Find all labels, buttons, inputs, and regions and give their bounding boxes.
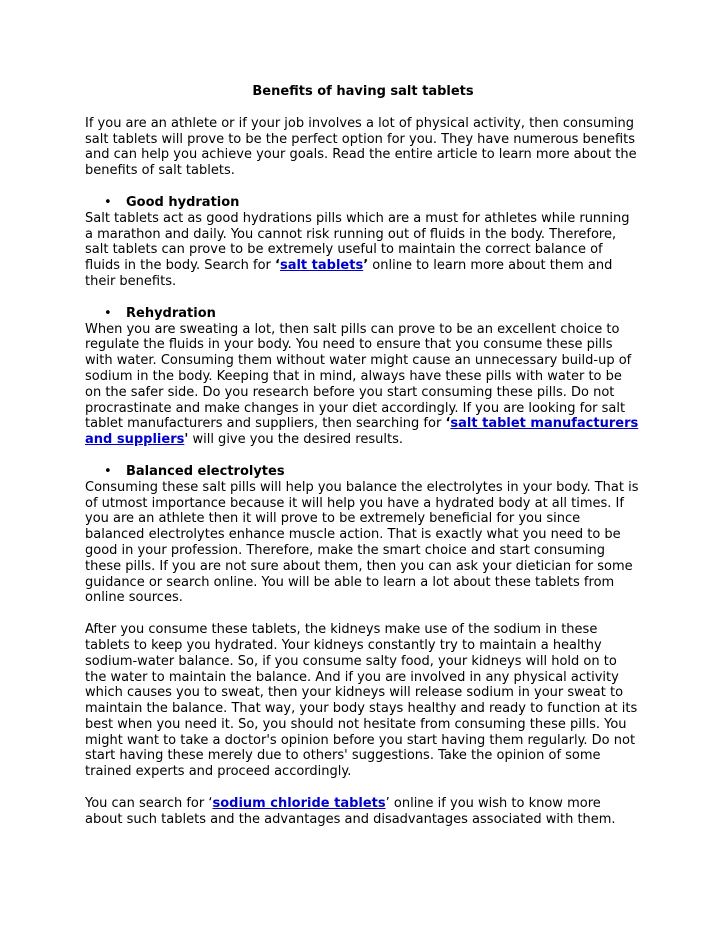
kidneys-paragraph: After you consume these tablets, the kidneys make use of the sodium in these tablets to keep you hydrated. Your kidneys constantly try to maintain a healthy sodium-water balance. So, if you consume salty food, your kidneys will hold on to the water to maintain the balance. And if you are involved in any physical activity which causes you to sweat, then your kidneys will release sodium in your sweat to maintain the balance. That way, your body stays healthy and ready to function at its best when you need it. So, you should not hesitate from consuming these pills. You might want to take a doctor's opinion before you start having them regularly. Do not start having these merely due to others' suggestions. Take the opinion of some trained experts and proceed accordingly. bbox=[85, 622, 638, 780]
hydration-text-after: online to learn more about them and their benefits. bbox=[85, 258, 613, 289]
rehydration-text-after: will give you the desired results. bbox=[188, 432, 403, 448]
hydration-quote-close: ’ bbox=[363, 258, 369, 274]
section-electrolytes-list bbox=[85, 464, 641, 480]
section-heading-good-hydration: • Good hydration bbox=[85, 195, 641, 211]
hydration-text-before: Salt tablets act as good hydrations pills which are a must for athletes while running a marathon and daily. You cannot risk running out of fluids in the body. Therefore, salt tablets can prove to be extremely useful to maintain the correct balance of fluids in the body. Search for bbox=[85, 210, 630, 274]
section-heading-balanced-electrolytes: • Balanced electrolytes bbox=[85, 464, 641, 480]
sodium-chloride-tablets-link[interactable]: sodium chloride tablets bbox=[212, 796, 386, 812]
section-heading-rehydration: • Rehydration bbox=[85, 306, 641, 322]
section-rehydration-body bbox=[85, 322, 641, 448]
document-page bbox=[85, 84, 641, 828]
intro-paragraph: If you are an athlete or if your job involves a lot of physical activity, then consuming salt tablets will prove to be the perfect option for you. They have numerous benefits and can help you achieve your goals. Read the entire article to learn more about the benefits of salt tablets. bbox=[85, 115, 637, 179]
document-title: Benefits of having salt tablets bbox=[252, 84, 474, 99]
rehydration-quote-close: ' bbox=[184, 432, 189, 448]
section-electrolytes-body: Consuming these salt pills will help you balance the electrolytes in your body. That is of utmost importance because it will help you have a hydrated body at all times. If you are an athlete then it will prove to be extremely beneficial for you since balanced electrolytes enhance muscle action. That is exactly what you need to be good in your profession. Therefore, make the smart choice and start consuming these pills. If you are not sure about them, then you can ask your dietician for some guidance or search online. You will be able to learn a lot about these tablets from online sources. bbox=[85, 479, 639, 606]
rehydration-text-before: When you are sweating a lot, then salt pills can prove to be an excellent choice to regulate the fluids in your body. You need to ensure that you consume these pills with water. Consuming them without water might cause an unnecessary build-up of sodium in the body. Keeping that in mind, always have these pills with water to be on the safer side. Do you research before you start consuming these pills. Do not procrastinate and make changes in your diet accordingly. If you are looking for salt tablet manufacturers and suppliers, then searching for bbox=[85, 321, 632, 432]
section-good-hydration-body bbox=[85, 211, 641, 290]
rehydration-quote-open: ‘ bbox=[445, 416, 451, 432]
closing-paragraph bbox=[85, 796, 641, 828]
closing-text-after: ’ online if you wish to know more about such tablets and the advantages and disadvantages associated with them. bbox=[85, 796, 616, 827]
salt-tablets-link[interactable]: salt tablets bbox=[279, 258, 364, 274]
hydration-quote-open: ‘ bbox=[275, 258, 280, 274]
salt-tablet-manufacturers-link[interactable]: salt tablet manufacturers and suppliers bbox=[85, 416, 639, 448]
closing-text-before: You can search for ‘ bbox=[85, 796, 213, 812]
section-rehydration-list bbox=[85, 306, 641, 322]
section-good-hydration-list bbox=[85, 195, 641, 211]
